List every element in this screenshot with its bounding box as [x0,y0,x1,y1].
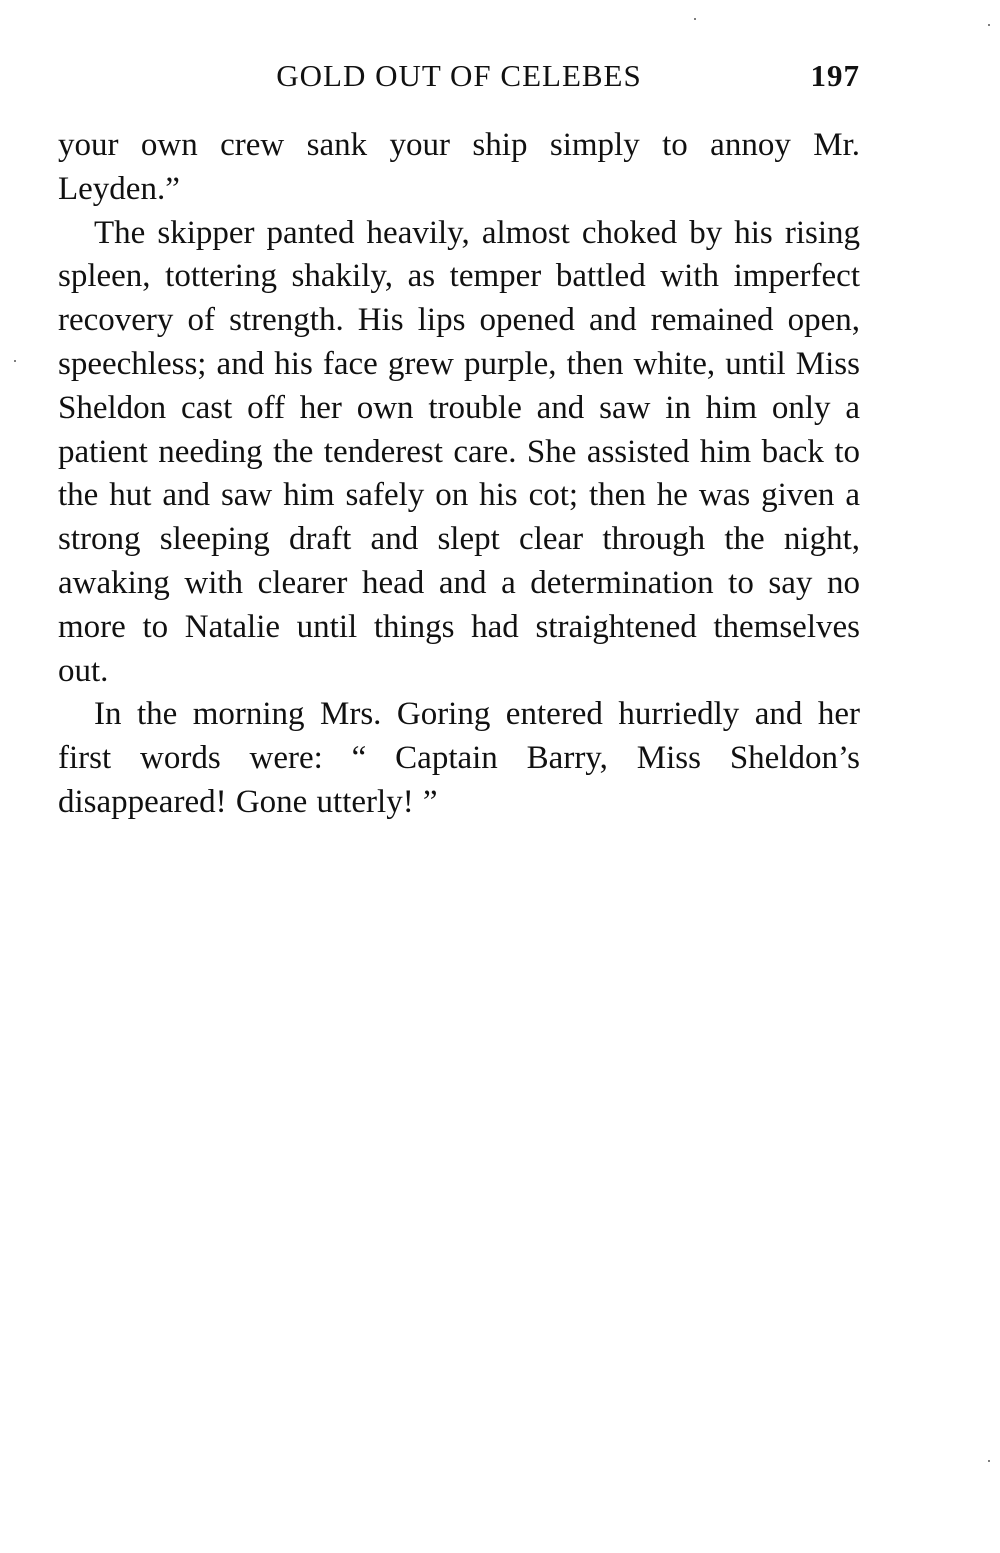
scan-speck [694,18,696,20]
paragraph: your own crew sank your ship simply to annoy Mr. Leyden.” [58,127,860,207]
running-head [58,58,860,102]
page-number: 197 [810,58,860,93]
scan-speck [988,1460,990,1462]
paragraph: The skipper panted heavily, almost choked by his rising spleen, tottering shakily, as temper battled with imperfect recovery of strength. His lips opened and remained open, speechless; and his face grew purple, then white, until Miss Sheldon cast off her own trouble and saw in him only a patient needing the tenderest care. She assisted him back to the hut and saw him safely on his cot; then he was given a strong sleeping draft and slept clear through the night, awaking with clearer head and a determination to say no more to Natalie until things had straightened themselves out. [58,214,860,689]
scan-speck [988,24,990,26]
body-text [58,124,860,825]
scan-speck [14,360,16,362]
paragraph: In the morning Mrs. Goring entered hurriedly and her first words were: “ Captain Barry, Miss Sheldon’s disappeared! Gone utterly! ” [58,696,860,820]
running-title: GOLD OUT OF CELEBES [276,58,642,93]
